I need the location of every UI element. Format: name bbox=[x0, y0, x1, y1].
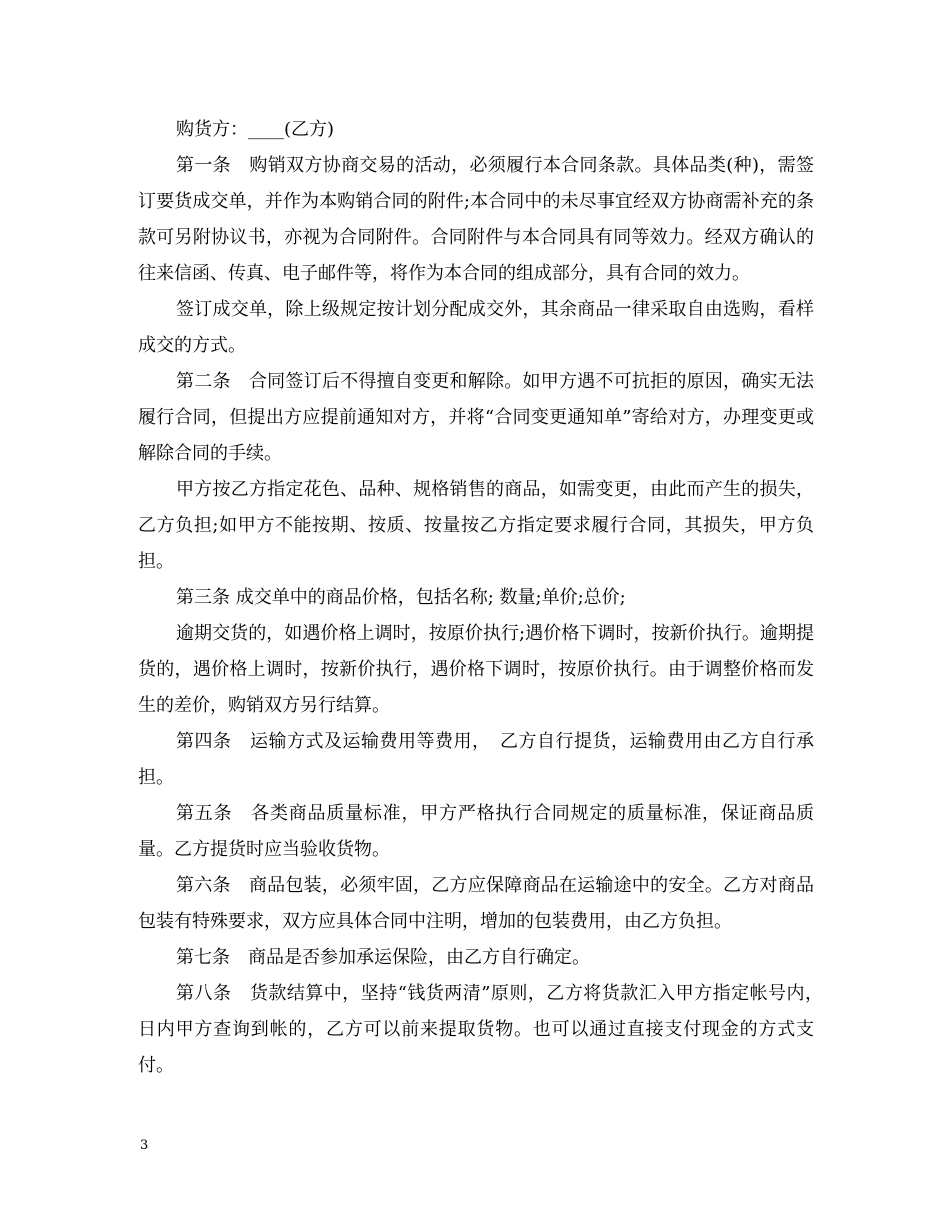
paragraph-article-4: 第四条 运输方式及运输费用等费用， 乙方自行提货，运输费用由乙方自行承担。 bbox=[138, 731, 814, 788]
paragraph-article-7: 第七条 商品是否参加承运保险，由乙方自行确定。 bbox=[176, 947, 590, 968]
paragraph-buyer: 购货方：____(乙方) bbox=[176, 119, 335, 140]
paragraph-article-1: 第一条 购销双方协商交易的活动，必须履行本合同条款。具体品类(种)，需签订要货成交单，并作为本购销合同的附件;本合同中的未尽事宜经双方协商需补充的条款可另附协议书，亦视为合同附件。合同附件与本合同具有同等效力。经双方确认的往来信函、传真、电子邮件等，将作为本合同的组成部分，具有合同的效力。 bbox=[138, 155, 814, 284]
document-body bbox=[138, 112, 832, 1084]
paragraph-article-3: 第三条 成交单中的商品价格，包括名称; 数量;单价;总价; bbox=[176, 587, 626, 608]
paragraph-article-2: 第二条 合同签订后不得擅自变更和解除。如甲方遇不可抗拒的原因，确实无法履行合同，但提出方应提前通知对方，并将“合同变更通知单”寄给对方，办理变更或解除合同的手续。 bbox=[138, 371, 814, 464]
paragraph-article-8: 第八条 货款结算中，坚持“钱货两清”原则，乙方将货款汇入甲方指定帐号内， 日内甲方查询到帐的，乙方可以前来提取货物。也可以通过直接支付现金的方式支付。 bbox=[138, 983, 832, 1076]
paragraph-specification-change: 甲方按乙方指定花色、品种、规格销售的商品，如需变更，由此而产生的损失，乙方负担;如甲方不能按期、按质、按量按乙方指定要求履行合同，其损失，甲方负担。 bbox=[138, 479, 814, 572]
page-number: 3 bbox=[140, 1138, 149, 1153]
paragraph-article-5: 第五条 各类商品质量标准，甲方严格执行合同规定的质量标准，保证商品质量。乙方提货时应当验收货物。 bbox=[138, 803, 814, 860]
paragraph-article-6: 第六条 商品包装，必须牢固，乙方应保障商品在运输途中的安全。乙方对商品包装有特殊要求，双方应具体合同中注明，增加的包装费用，由乙方负担。 bbox=[138, 875, 814, 932]
paragraph-late-delivery: 逾期交货的，如遇价格上调时，按原价执行;遇价格下调时，按新价执行。逾期提货的，遇价格上调时，按新价执行，遇价格下调时，按原价执行。由于调整价格而发生的差价，购销双方另行结算。 bbox=[138, 623, 814, 716]
paragraph-order-form: 签订成交单，除上级规定按计划分配成交外，其余商品一律采取自由选购，看样成交的方式。 bbox=[138, 299, 814, 356]
